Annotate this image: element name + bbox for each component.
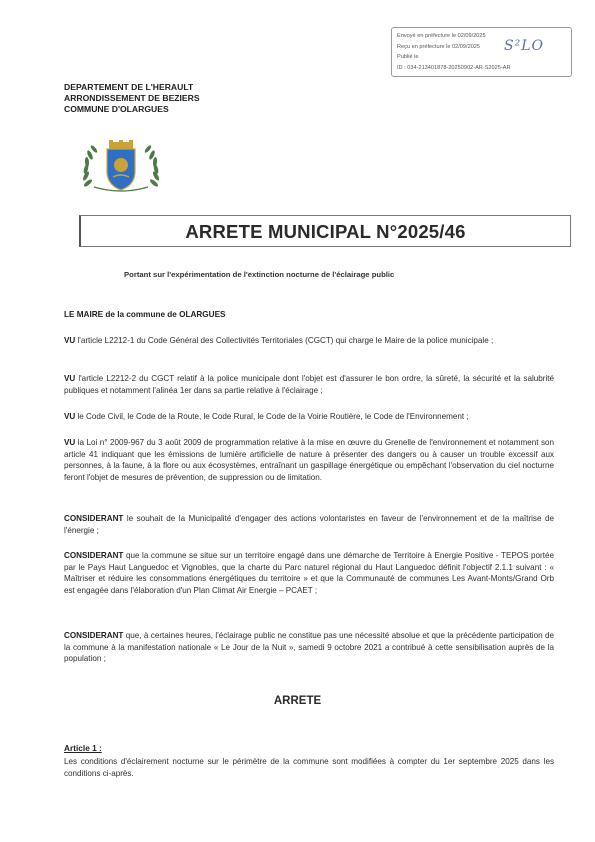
paragraph-considerant-3: CONSIDERANT que, à certaines heures, l'éclairage public ne constitue pas une nécessité absolue et que la précédente participation de la commune à la manifestation nationale « Le Jour de la Nuit », samedi 9 octobre 2021 a contribué à cette sensibilisation auprès de la population ; (64, 631, 554, 664)
decree-title-box (79, 215, 571, 247)
paragraph-considerant-2: CONSIDERANT que la commune se situe sur un territoire engagé dans une démarche de Territoire à Energie Positive - TEPOS portée par le Pays Haut Languedoc et Vignobles, que la charte du Parc naturel régional du Haut Languedoc définit l'objectif 2.1.1 suivant : « Maîtriser et réduire les consommations énergétiques du territoire » et que la Communauté de communes Les Avant-Monts/Grand Orb est engagée dans l'élaboration d'un Plan Climat Air Energie – PCAET ; (64, 551, 554, 595)
stamp-line-received: Reçu en préfecture le 02/09/2025 (397, 43, 481, 50)
stamp-line-id: ID : 034-213401878-20250902-AR-S2025-AR (397, 64, 511, 71)
decree-subtitle: Portant sur l'expérimentation de l'extinction nocturne de l'éclairage public (124, 270, 395, 279)
department-label: DEPARTEMENT DE L'HERAULT (64, 82, 194, 92)
commune-label: COMMUNE D'OLARGUES (64, 104, 169, 115)
commune-crest-icon (80, 137, 162, 193)
decree-title: ARRETE MUNICIPAL N°2025/46 (185, 221, 466, 242)
stamp-line-sent: Envoyé en préfecture le 02/09/2025 (397, 33, 486, 39)
stamp-line-published: Publié le (397, 54, 419, 61)
prefecture-stamp (391, 27, 572, 77)
paragraph-vu-1: VU l'article L2212-1 du Code Général des Collectivités Territoriales (CGCT) qui charge le Maire de la police municipale ; (64, 336, 494, 345)
paragraph-vu-4: VU la Loi n° 2009-967 du 3 août 2009 de programmation relative à la mise en œuvre du Grenelle de l'environnement et notamment son article 41 indiquant que les émissions de lumière artificielle de nature à présenter des dangers ou à causer un trouble excessif aux personnes, à la faune, à la flore ou aux écosystèmes, entraînant un gaspillage énergétique ou empêchant l'observation du ciel nocturne feront l'objet de mesures de prévention, de suppression ou de limitation. (64, 438, 554, 482)
paragraph-vu-2: VU l'article L2212-2 du CGCT relatif à la police municipale dont l'objet est d'assurer le bon ordre, la sûreté, la sécurité et la salubrité publiques et notamment l'alinéa 1er dans sa partie relative à l'éclairage ; (64, 374, 554, 395)
paragraph-considerant-1: CONSIDERANT le souhait de la Municipalité d'engager des actions volontaristes en faveur de l'environnement et de la maîtrise de l'énergie ; (64, 514, 554, 535)
stamp-signature: S²LO (504, 38, 544, 54)
mayor-heading: LE MAIRE de la commune de OLARGUES (64, 310, 226, 319)
arrondissement-label: ARRONDISSEMENT DE BEZIERS (64, 93, 200, 104)
paragraph-vu-3: VU le Code Civil, le Code de la Route, le Code Rural, le Code de la Voirie Routière, le Code de l'Environnement ; (64, 412, 469, 421)
article-1-text: Les conditions d'éclairement nocturne sur le périmètre de la commune sont modifiées à compter du 1er septembre 2025 dans les conditions ci-après. (64, 757, 554, 778)
arrete-heading: ARRETE (273, 695, 322, 707)
article-1-title: Article 1 : (64, 743, 102, 753)
administrative-header (64, 82, 200, 116)
